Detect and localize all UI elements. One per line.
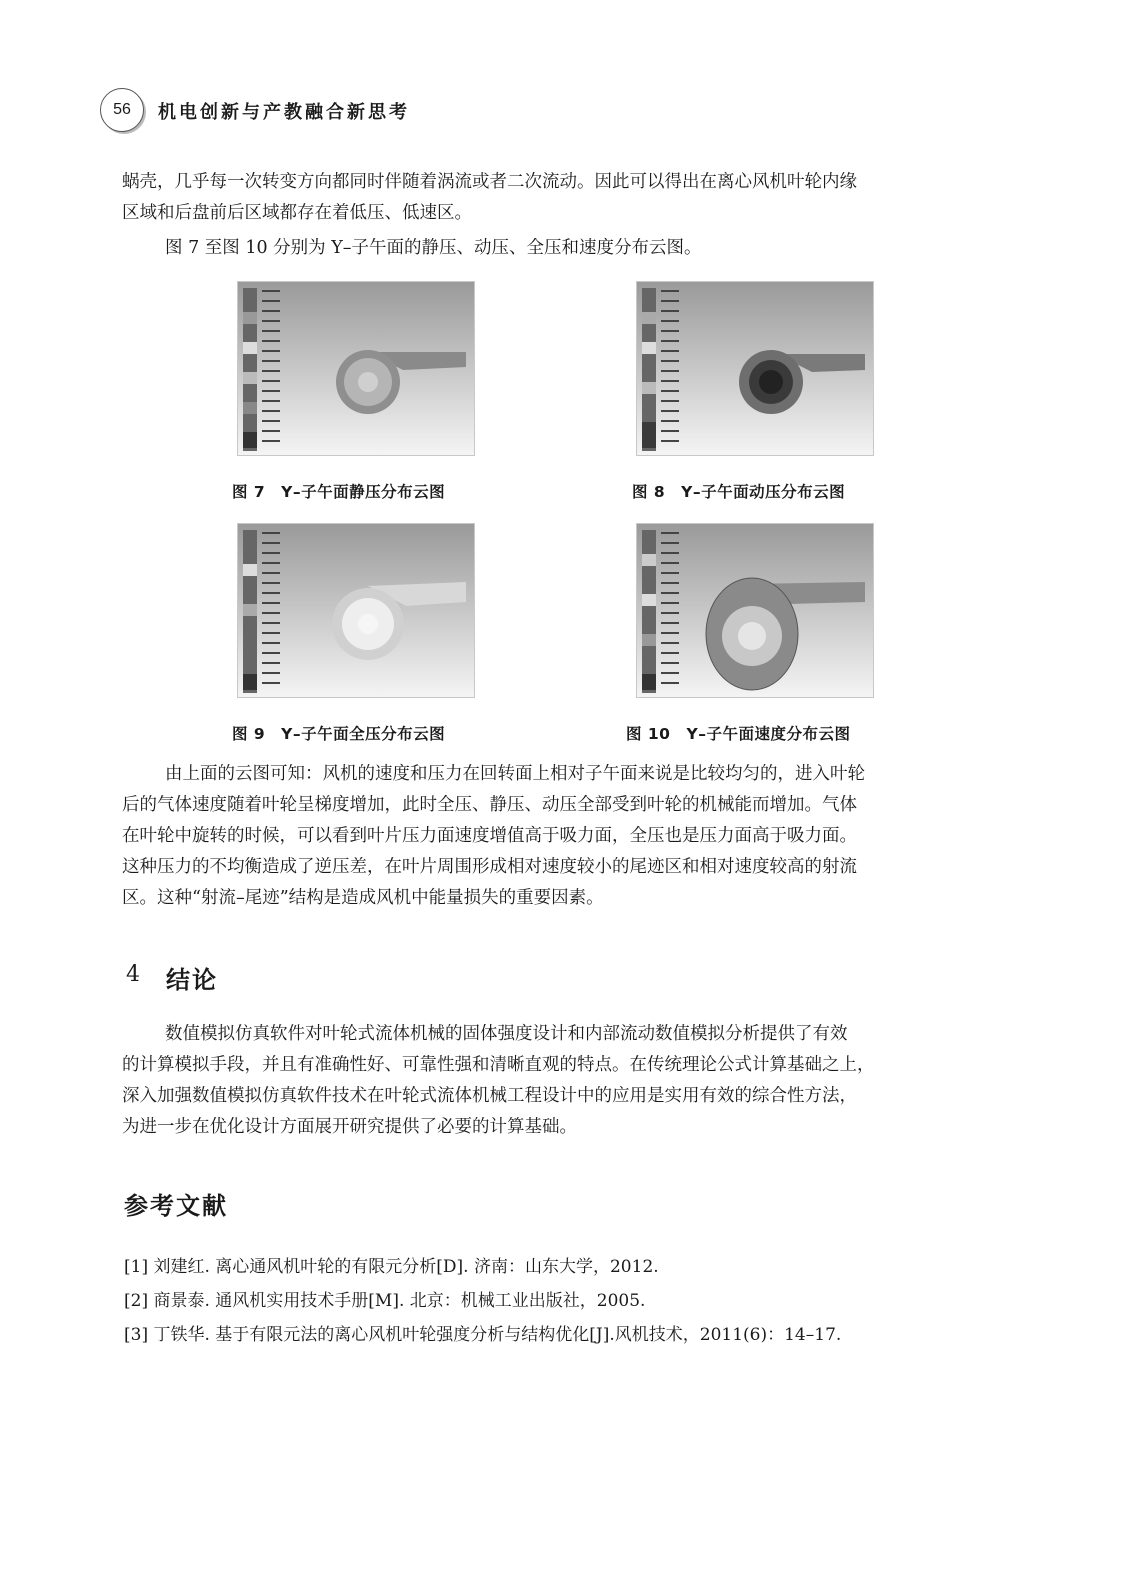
book-title: 机电创新与产教融合新思考 — [158, 102, 410, 123]
contour-plot-image — [637, 282, 873, 455]
text-line: 深入加强数值模拟仿真软件技术在叶轮式流体机械工程设计中的应用是实用有效的综合性方法， — [122, 1086, 857, 1106]
text-line: 后的气体速度随着叶轮呈梯度增加，此时全压、静压、动压全部受到叶轮的机械能而增加。气体 — [122, 795, 857, 815]
text-line: 数值模拟仿真软件对叶轮式流体机械的固体强度设计和内部流动数值模拟分析提供了有效 — [165, 1024, 848, 1044]
contour-plot-image — [637, 524, 873, 697]
text-line: 在叶轮中旋转的时候，可以看到叶片压力面速度增值高于吸力面，全压也是压力面高于吸力面。 — [122, 826, 857, 846]
figure-8-caption: 图 8 Y–子午面动压分布云图 — [632, 483, 846, 501]
text-line: 区域和后盘前后区域都存在着低压、低速区。 — [122, 203, 472, 223]
figure-9-total-pressure — [237, 523, 475, 698]
figure-8-dynamic-pressure — [636, 281, 874, 456]
page-number-badge: 56 — [100, 88, 144, 132]
contour-plot-image — [238, 524, 474, 697]
figure-9-caption: 图 9 Y–子午面全压分布云图 — [232, 725, 446, 743]
section-number: 4 — [126, 962, 140, 987]
text-line: 为进一步在优化设计方面展开研究提供了必要的计算基础。 — [122, 1117, 577, 1137]
text-line: 由上面的云图可知：风机的速度和压力在回转面上相对子午面来说是比较均匀的，进入叶轮 — [165, 764, 865, 784]
figure-7-caption: 图 7 Y–子午面静压分布云图 — [232, 483, 446, 501]
figure-10-caption: 图 10 Y–子午面速度分布云图 — [626, 725, 851, 743]
reference-item: [3] 丁铁华. 基于有限元法的离心风机叶轮强度分析与结构优化[J].风机技术，2011(6)：14–17. — [124, 1325, 842, 1345]
reference-list — [124, 1250, 1004, 1352]
page-header — [100, 88, 1050, 136]
contour-plot-image — [238, 282, 474, 455]
text-line: 的计算模拟手段，并且有准确性好、可靠性强和清晰直观的特点。在传统理论公式计算基础之上， — [122, 1055, 875, 1075]
paragraph-1 — [122, 167, 1002, 229]
reference-item: [1] 刘建红. 离心通风机叶轮的有限元分析[D]. 济南：山东大学，2012. — [124, 1257, 659, 1277]
text-line: 图 7 至图 10 分别为 Y–子午面的静压、动压、全压和速度分布云图。 — [165, 238, 702, 258]
references-title: 参考文献 — [124, 1192, 228, 1220]
text-line: 蜗壳，几乎每一次转变方向都同时伴随着涡流或者二次流动。因此可以得出在离心风机叶轮内缘 — [122, 172, 857, 192]
reference-item: [2] 商景泰. 通风机实用技术手册[M]. 北京：机械工业出版社，2005. — [124, 1291, 646, 1311]
text-line: 这种压力的不均衡造成了逆压差，在叶片周围形成相对速度较小的尾迹区和相对速度较高的射流 — [122, 857, 857, 877]
figure-10-velocity — [636, 523, 874, 698]
section-title: 结论 — [166, 966, 218, 994]
figure-7-static-pressure — [237, 281, 475, 456]
paragraph-2 — [122, 233, 1002, 264]
text-line: 区。这种“射流–尾迹”结构是造成风机中能量损失的重要因素。 — [122, 888, 604, 908]
paragraph-4 — [122, 1019, 1002, 1143]
paragraph-3 — [122, 759, 1002, 914]
